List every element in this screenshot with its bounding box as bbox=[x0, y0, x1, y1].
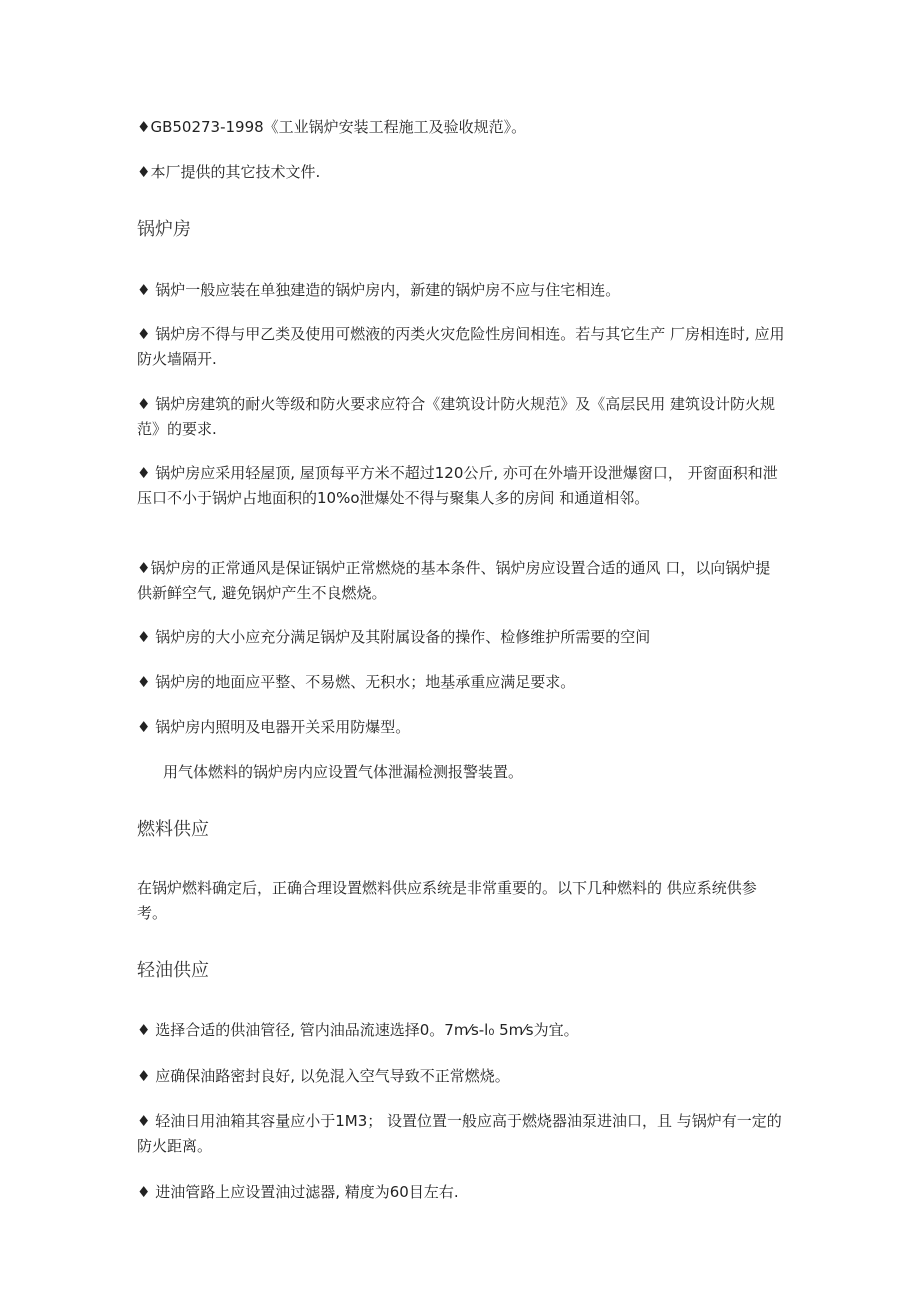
boiler-room-rule-8: ♦ 锅炉房内照明及电器开关采用防爆型。 bbox=[137, 718, 411, 736]
boiler-room-rule-1: ♦ 锅炉一般应装在单独建造的锅炉房内，新建的锅炉房不应与住宅相连。 bbox=[137, 281, 621, 299]
boiler-room-rule-4: ♦ 锅炉房应采用轻屋顶, 屋顶每平方米不超过120公斤, 亦可在外墙开设泄爆窗口， 开窗面积和泄压口不小于锅炉占地面积的10%o泄爆处不得与聚集人多的房间 和通道相邻。 bbox=[137, 464, 778, 507]
reference-documents: ♦本厂提供的其它技术文件. bbox=[137, 163, 321, 181]
light-oil-rule-3: ♦ 轻油日用油箱其容量应小于1M3； 设置位置一般应高于燃烧器油泵进油口，且 与锅炉有一定的防火距离。 bbox=[137, 1112, 782, 1155]
boiler-room-rule-2: ♦ 锅炉房不得与甲乙类及使用可燃液的丙类火灾危险性房间相连。若与其它生产 厂房相连时, 应用防火墙隔开. bbox=[137, 325, 785, 368]
boiler-room-rule-6: ♦ 锅炉房的大小应充分满足锅炉及其附属设备的操作、检修维护所需要的空间 bbox=[137, 628, 651, 646]
boiler-room-rule-5: ♦锅炉房的正常通风是保证锅炉正常燃烧的基本条件、锅炉房应设置合适的通风 口，以向锅炉提供新鲜空气, 避免锅炉产生不良燃烧。 bbox=[137, 559, 771, 602]
section-heading-boiler-room: 锅炉房 bbox=[137, 219, 191, 240]
boiler-room-rule-9: 用气体燃料的锅炉房内应设置气体泄漏检测报警装置。 bbox=[163, 763, 524, 781]
light-oil-rule-4: ♦ 进油管路上应设置油过滤器, 精度为60目左右. bbox=[137, 1183, 459, 1201]
light-oil-rule-2: ♦ 应确保油路密封良好, 以免混入空气导致不正常燃烧。 bbox=[137, 1067, 510, 1085]
boiler-room-rule-3: ♦ 锅炉房建筑的耐火等级和防火要求应符合《建筑设计防火规范》及《高层民用 建筑设计防火规范》的要求. bbox=[137, 395, 775, 438]
section-heading-light-oil: 轻油供应 bbox=[137, 960, 209, 981]
section-heading-fuel-supply: 燃料供应 bbox=[137, 819, 209, 840]
boiler-room-rule-7: ♦ 锅炉房的地面应平整、不易燃、无积水；地基承重应满足要求。 bbox=[137, 673, 576, 691]
reference-standard: ♦GB50273-1998《工业锅炉安装工程施工及验收规范》。 bbox=[137, 118, 527, 136]
light-oil-rule-1: ♦ 选择合适的供油管径, 管内油品流速选择0。7m⁄s-l₀ 5m⁄s为宜。 bbox=[137, 1021, 579, 1039]
fuel-supply-intro: 在锅炉燃料确定后，正确合理设置燃料供应系统是非常重要的。以下几种燃料的 供应系统供参考。 bbox=[137, 879, 757, 922]
